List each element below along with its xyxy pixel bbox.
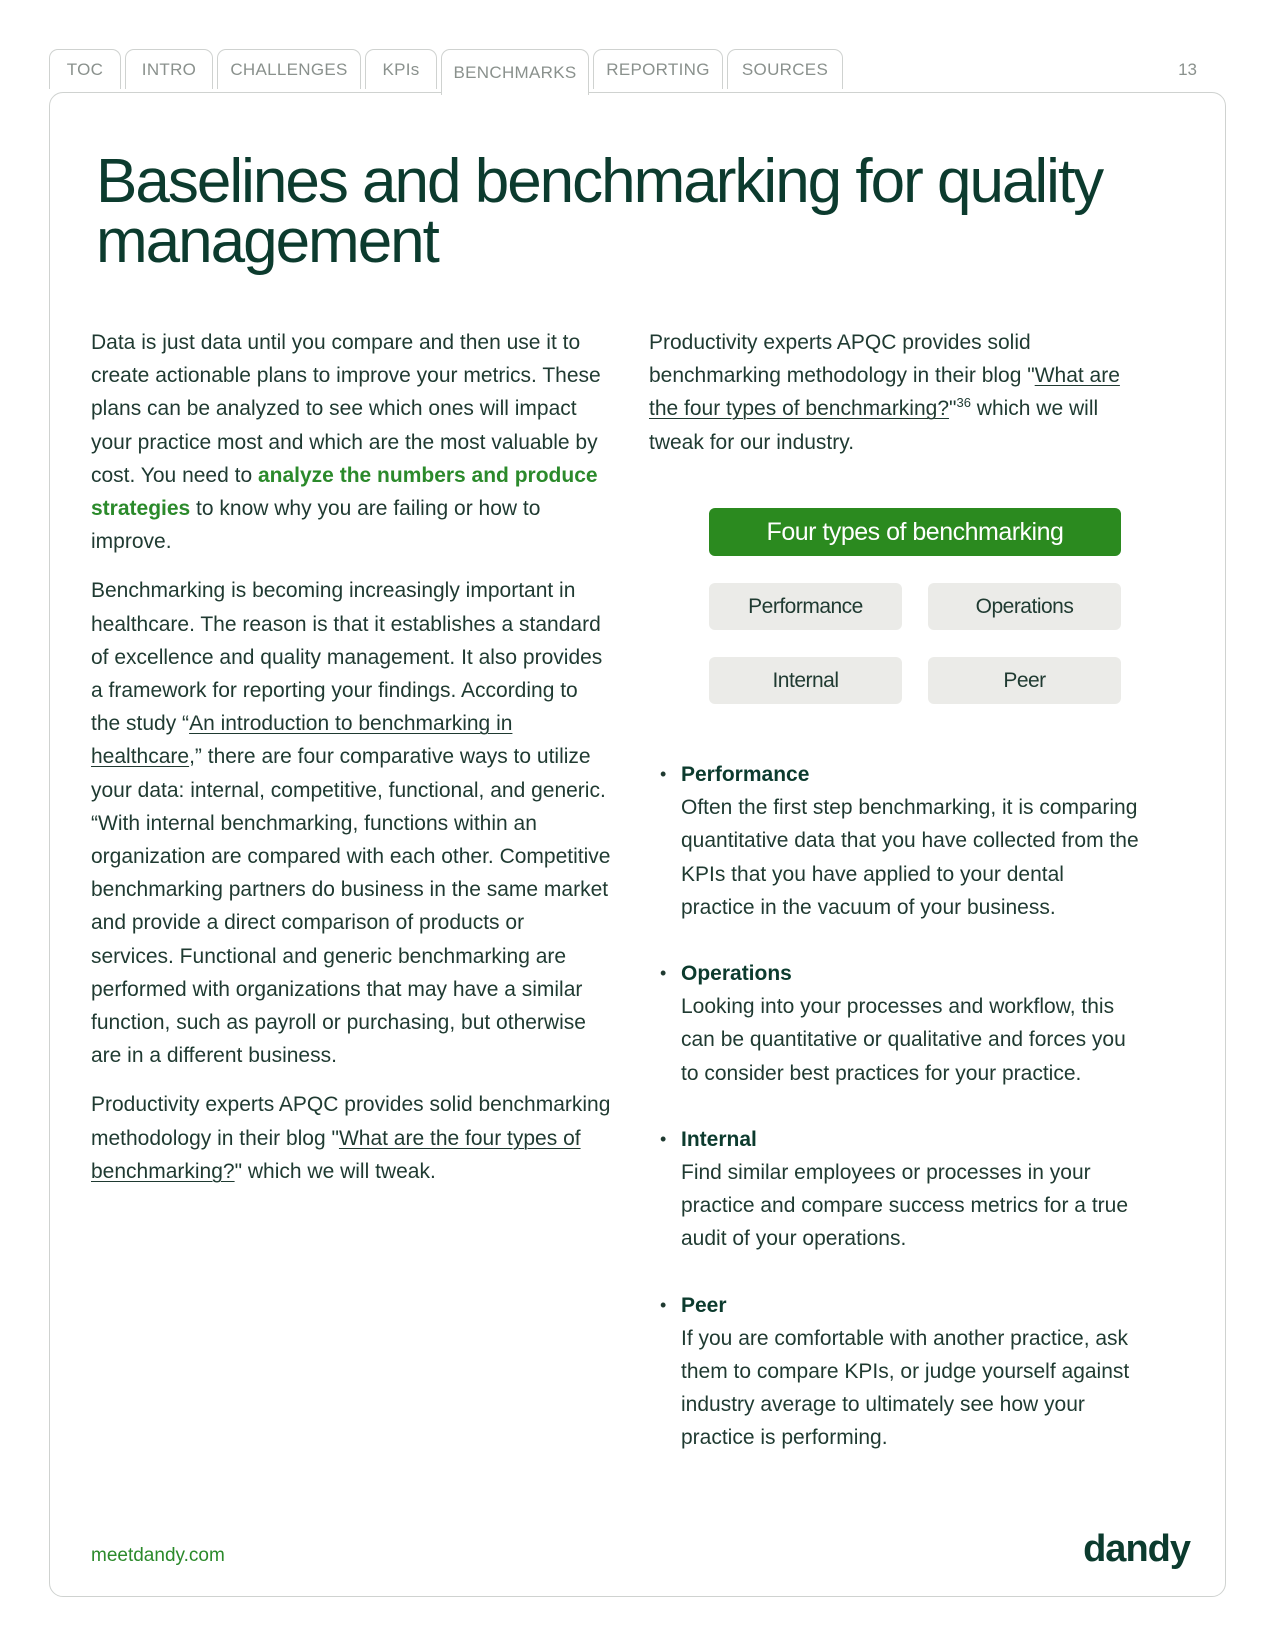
- bullet-icon: •: [660, 1294, 667, 1315]
- dandy-logo: dandy: [1083, 1528, 1190, 1570]
- paragraph: [91, 1088, 611, 1188]
- tab-toc[interactable]: [49, 49, 121, 89]
- item-body: Looking into your processes and workflow, this can be quantitative or qualitative and forces you to consider best practices for your practice.: [681, 995, 1126, 1085]
- chip-peer: Peer: [928, 657, 1121, 704]
- bullet-icon: •: [660, 1128, 667, 1149]
- tab-label: SOURCES: [741, 59, 829, 79]
- chip-performance: Performance: [709, 583, 902, 630]
- footer-url-link[interactable]: meetdandy.com: [91, 1545, 225, 1566]
- tab-intro[interactable]: [125, 49, 213, 89]
- tab-label: BENCHMARKS: [453, 62, 577, 82]
- text: Benchmarking is becoming increasingly important in healthcare. The reason is that it establishes a standard of excellence and quality management. It also provides a framework for reporting your findings. According to the study “: [91, 579, 603, 736]
- text: Productivity experts APQC provides solid benchmarking methodology in their blog ": [649, 331, 1035, 388]
- bullet-icon: •: [660, 764, 667, 784]
- item-body: If you are comfortable with another practice, ask them to compare KPIs, or judge yourself against industry average to ultimately see how your practice is performing.: [681, 1326, 1130, 1450]
- list-item: [660, 758, 1140, 924]
- highlight-text: analyze the numbers and produce strategies: [91, 463, 598, 521]
- paragraph: [91, 574, 611, 1072]
- list-item: [660, 1123, 1140, 1256]
- tab-reporting[interactable]: [593, 49, 723, 89]
- text: ": [949, 397, 957, 421]
- item-title: Performance: [681, 763, 810, 786]
- paragraph: [649, 326, 1149, 459]
- tab-label: CHALLENGES: [230, 59, 348, 79]
- list-item: [660, 1289, 1140, 1455]
- benchmark-types-list: [660, 758, 1140, 1455]
- page-number: 13: [1178, 60, 1197, 79]
- tab-label: REPORTING: [606, 59, 710, 79]
- item-title: Operations: [681, 962, 792, 986]
- item-body: Find similar employees or processes in your practice and compare success metrics for a true audit of your operations.: [681, 1161, 1129, 1251]
- bullet-icon: •: [660, 963, 667, 984]
- tab-challenges[interactable]: [217, 49, 361, 89]
- tab-benchmarks[interactable]: [441, 49, 589, 95]
- item-title: Peer: [681, 1293, 727, 1317]
- text: to know why you are failing or how to improve.: [91, 497, 541, 554]
- item-title: Internal: [681, 1127, 757, 1151]
- tab-label: TOC: [66, 59, 104, 79]
- paragraph: [91, 326, 611, 558]
- text: Data is just data until you compare and then use it to create actionable plans to improve your metrics. These plans can be analyzed to see which ones will impact your practice most and which are the most valuable by cost. You need to: [91, 331, 601, 487]
- tab-kpis[interactable]: [365, 49, 437, 89]
- tab-label: KPIs: [382, 59, 420, 79]
- tab-sources[interactable]: [727, 49, 843, 89]
- page-title: Baselines and benchmarking for quality management: [96, 147, 1103, 276]
- apqc-blog-link[interactable]: What are the four types of benchmarking?: [91, 1126, 581, 1183]
- tab-label: INTRO: [141, 59, 197, 79]
- text: " which we will tweak.: [234, 1159, 436, 1183]
- right-intro: [649, 326, 1149, 475]
- chip-internal: Internal: [709, 657, 902, 704]
- footnote-ref[interactable]: 36: [956, 395, 971, 411]
- benchmark-types-heading: Four types of benchmarking: [709, 508, 1121, 556]
- left-column: [91, 326, 611, 1204]
- chip-operations: Operations: [928, 583, 1121, 630]
- text: which we will tweak for our industry.: [649, 397, 1099, 454]
- item-body: Often the first step benchmarking, it is comparing quantitative data that you have collected from the KPIs that you have applied to your dental practice in the vacuum of your business.: [681, 796, 1139, 919]
- text: Productivity experts APQC provides solid benchmarking methodology in their blog ": [91, 1093, 611, 1150]
- apqc-blog-link[interactable]: What are the four types of benchmarking?: [649, 364, 1120, 421]
- list-item: [660, 957, 1140, 1090]
- text: ,” there are four comparative ways to utilize your data: internal, competitive, functional, and generic. “With internal benchmarking, functions within an organization are compared with each other. Competitive benchmarking partners do business in the same market and provide a direct comparison of products or services. Functional and generic benchmarking are performed with organizations that may have a similar function, such as payroll or purchasing, but otherwise are in a different business.: [91, 745, 611, 1068]
- study-link[interactable]: An introduction to benchmarking in healthcare: [91, 712, 513, 769]
